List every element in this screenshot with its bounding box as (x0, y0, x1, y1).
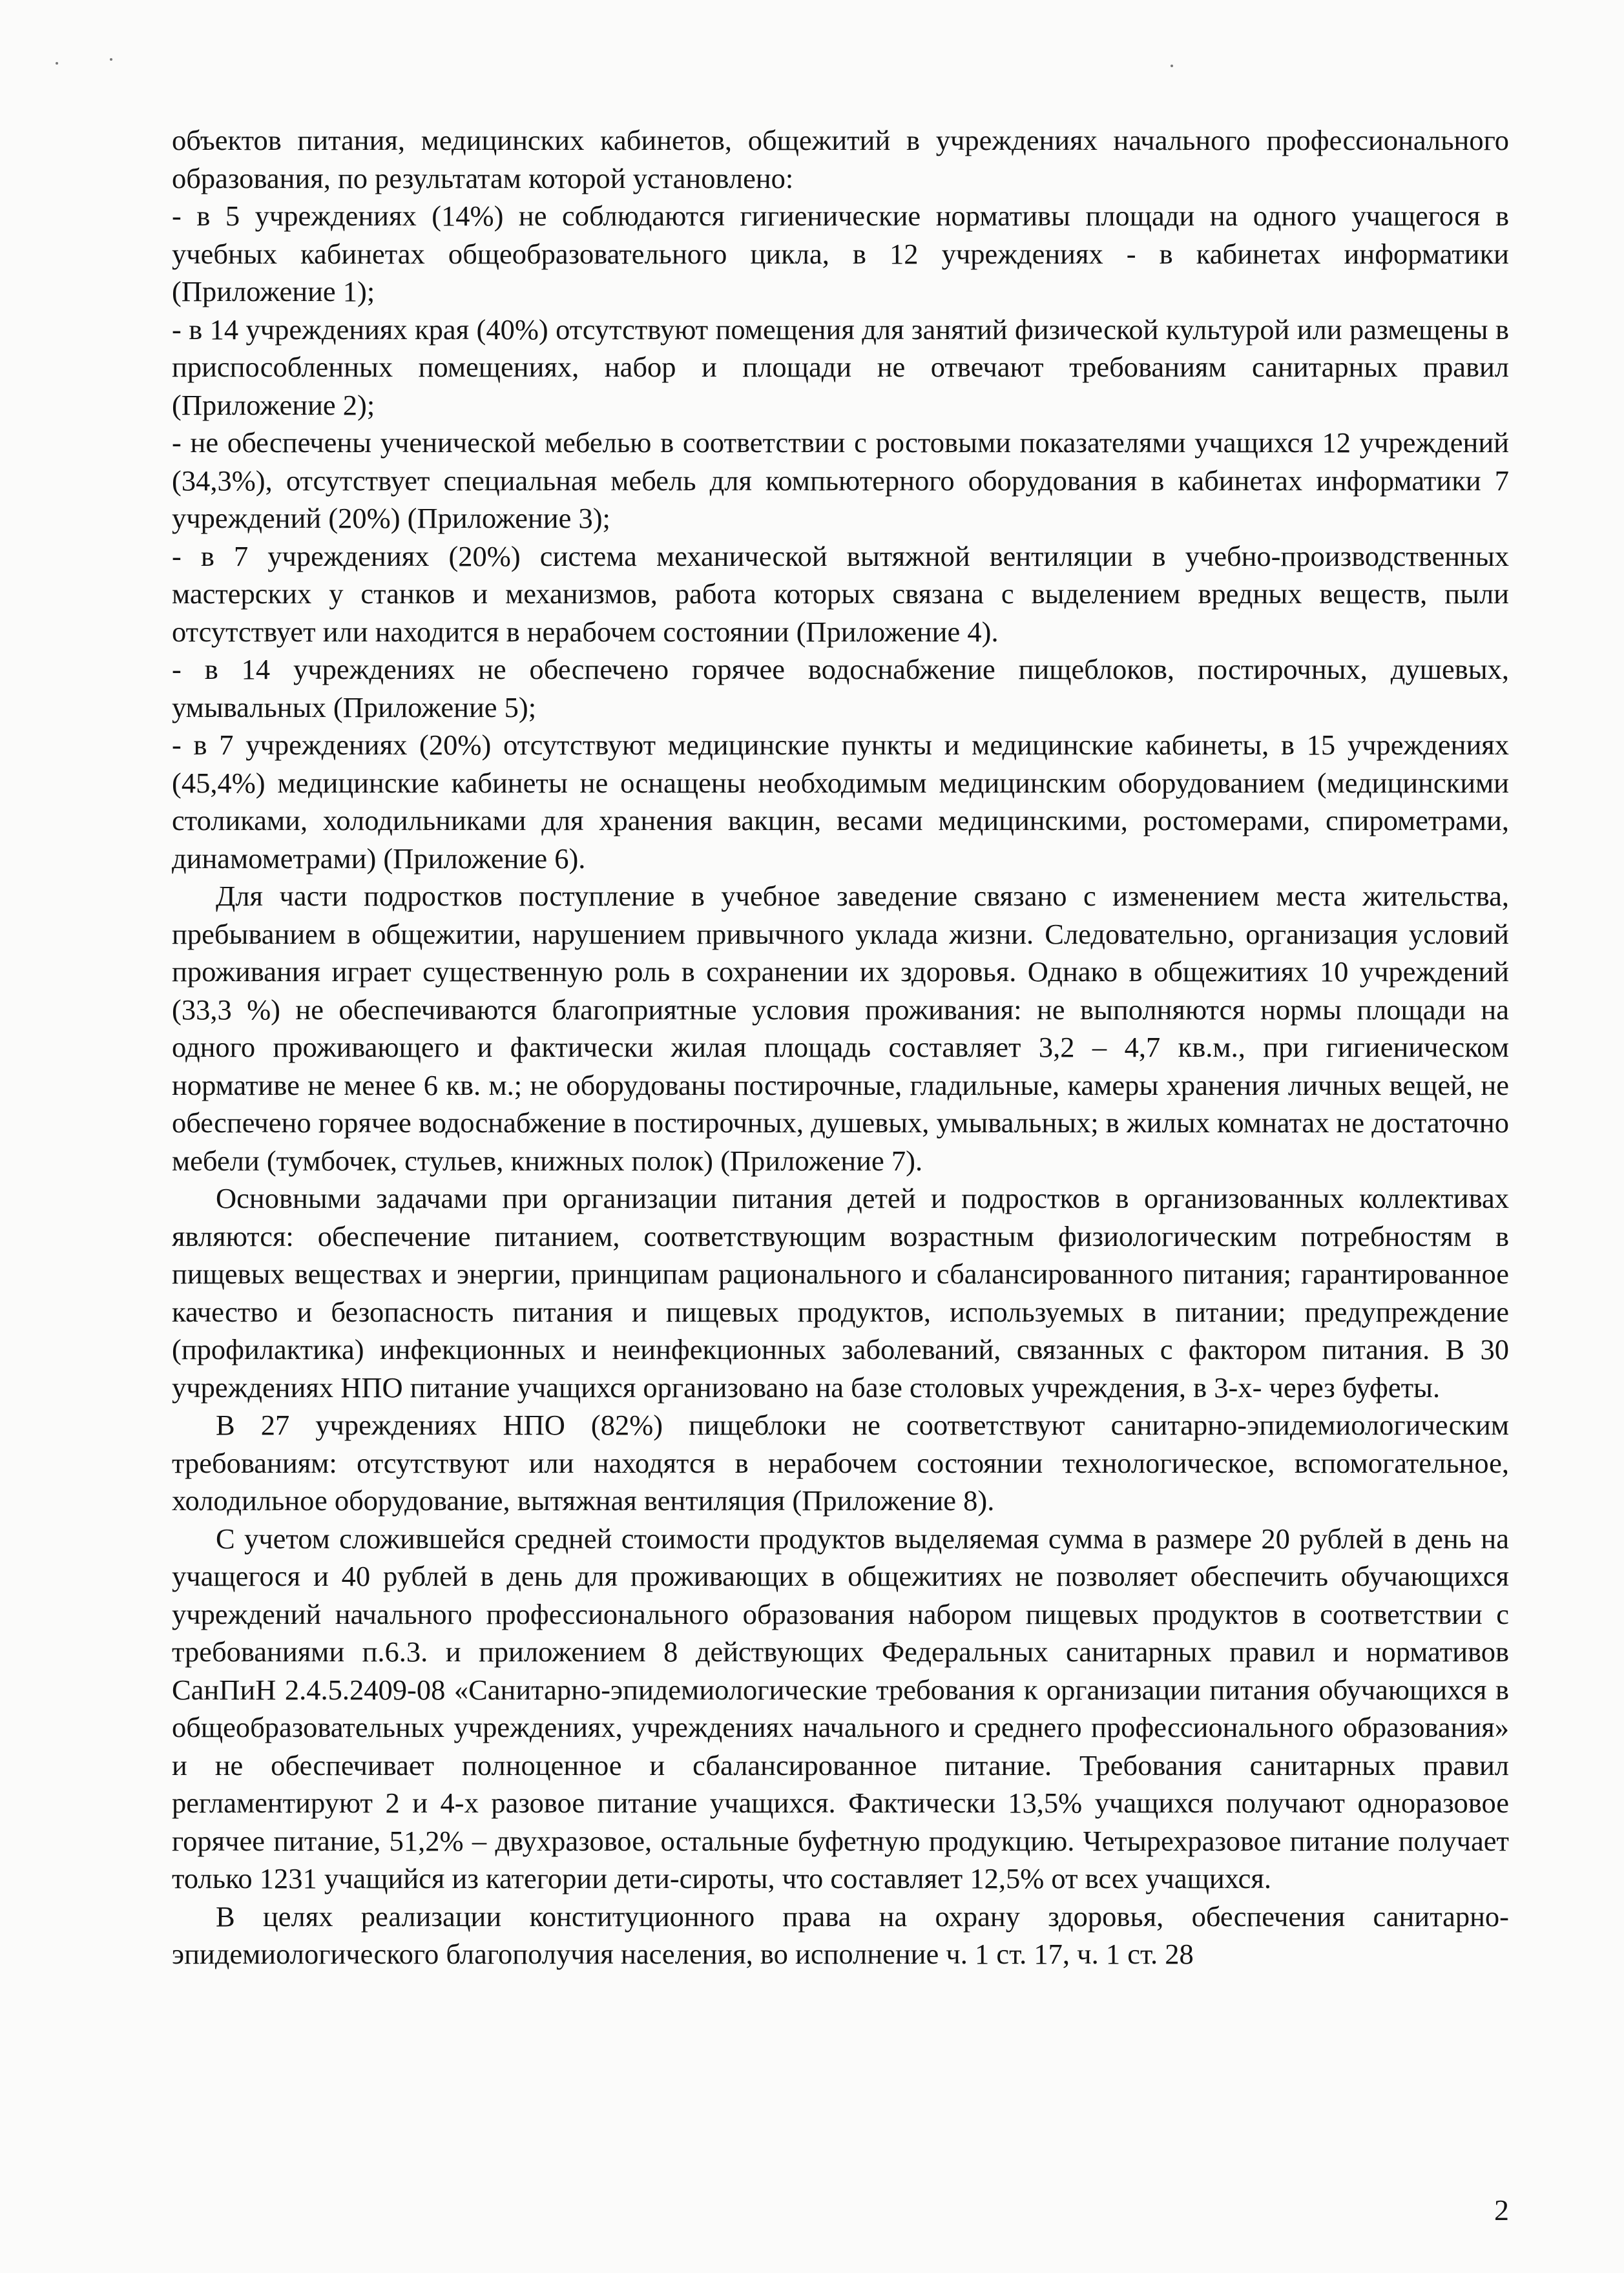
paragraph: В 27 учреждениях НПО (82%) пищеблоки не соответствуют санитарно-эпидемиологическим требованиям: отсутствуют или находятся в нерабочем состоянии технологическое, вспомогательное, холодильное оборудование, вытяжная вентиляция (Приложение 8). (172, 1409, 1509, 1517)
paragraph: - в 14 учреждениях края (40%) отсутствуют помещения для занятий физической культурой или размещены в приспособленных помещениях, набор и площади не отвечают требованиям санитарных правил (Приложение 2); (172, 313, 1509, 421)
paragraph: объектов питания, медицинских кабинетов, общежитий в учреждениях начального профессионального образования, по результатам которой установлено: (172, 124, 1509, 194)
document-body (172, 121, 1509, 1973)
paragraph: Для части подростков поступление в учебное заведение связано с изменением места жительства, пребыванием в общежитии, нарушением привычного уклада жизни. Следовательно, организация условий проживания играет существенную роль в сохранении их здоровья. Однако в общежитиях 10 учреждений (33,3 %) не обеспечиваются благоприятные условия проживания: не выполняются нормы площади на одного проживающего и фактически жилая площадь составляет 3,2 – 4,7 кв.м., при гигиеническом нормативе не менее 6 кв. м.; не оборудованы постирочные, гладильные, камеры хранения личных вещей, не обеспечено горячее водоснабжение в постирочных, душевых, умывальных; в жилых комнатах не достаточно мебели (тумбочек, стульев, книжных полок) (Приложение 7). (172, 880, 1509, 1177)
paragraph: - в 7 учреждениях (20%) отсутствуют медицинские пункты и медицинские кабинеты, в 15 учреждениях (45,4%) медицинские кабинеты не оснащены необходимым медицинским оборудованием (медицинскими столиками, холодильниками для хранения вакцин, весами медицинскими, ростомерами, спирометрами, динамометрами) (Приложение 6). (172, 729, 1509, 875)
scan-speck (56, 62, 58, 65)
paragraph: В целях реализации конституционного права на охрану здоровья, обеспечения санитарно-эпидемиологического благополучия населения, во исполнение ч. 1 ст. 17, ч. 1 ст. 28 (172, 1900, 1509, 1970)
paragraph: - в 7 учреждениях (20%) система механической вытяжной вентиляции в учебно-производственных мастерских у станков и механизмов, работа которых связана с выделением вредных веществ, пыли отсутствует или находится в нерабочем состоянии (Приложение 4). (172, 539, 1509, 648)
paragraph: - не обеспечены ученической мебелью в соответствии с ростовыми показателями учащихся 12 учреждений (34,3%), отсутствует специальная мебель для компьютерного оборудования в кабинетах информатики 7 учреждений (20%) (Приложение 3); (172, 426, 1509, 534)
paragraph: - в 14 учреждениях не обеспечено горячее водоснабжение пищеблоков, постирочных, душевых, умывальных (Приложение 5); (172, 653, 1509, 723)
paragraph: Основными задачами при организации питания детей и подростков в организованных коллективах являются: обеспечение питанием, соответствующим возрастным физиологическим потребностям в пищевых веществах и энергии, принципам рационального и сбалансированного питания; гарантированное качество и безопасность питания и пищевых продуктов, используемых в питании; предупреждение (профилактика) инфекционных и неинфекционных заболеваний, связанных с фактором питания. В 30 учреждениях НПО питание учащихся организовано на базе столовых учреждения, в 3-х- через буфеты. (172, 1182, 1509, 1404)
scan-speck (1171, 65, 1173, 67)
page-number: 2 (1494, 2194, 1509, 2226)
paragraph: - в 5 учреждениях (14%) не соблюдаются гигиенические нормативы площади на одного учащегося в учебных кабинетах общеобразовательного цикла, в 12 учреждениях - в кабинетах информатики (Приложение 1); (172, 200, 1509, 307)
scan-speck (110, 58, 112, 61)
paragraph: С учетом сложившейся средней стоимости продуктов выделяемая сумма в размере 20 рублей в день на учащегося и 40 рублей в день для проживающих в общежитиях не позволяет обеспечить обучающихся учреждений начального профессионального образования набором пищевых продуктов в соответствии с требованиями п.6.3. и приложением 8 действующих Федеральных санитарных правил и нормативов СанПиН 2.4.5.2409-08 «Санитарно-эпидемиологические требования к организации питания обучающихся в общеобразовательных учреждениях, учреждениях начального и среднего профессионального образования» и не обеспечивает полноценное и сбалансированное питание. Требования санитарных правил регламентируют 2 и 4-х разовое питание учащихся. Фактически 13,5% учащихся получают одноразовое горячее питание, 51,2% – двухразовое, остальные буфетную продукцию. Четырехразовое питание получает только 1231 учащийся из категории дети-сироты, что составляет 12,5% от всех учащихся. (172, 1522, 1509, 1894)
